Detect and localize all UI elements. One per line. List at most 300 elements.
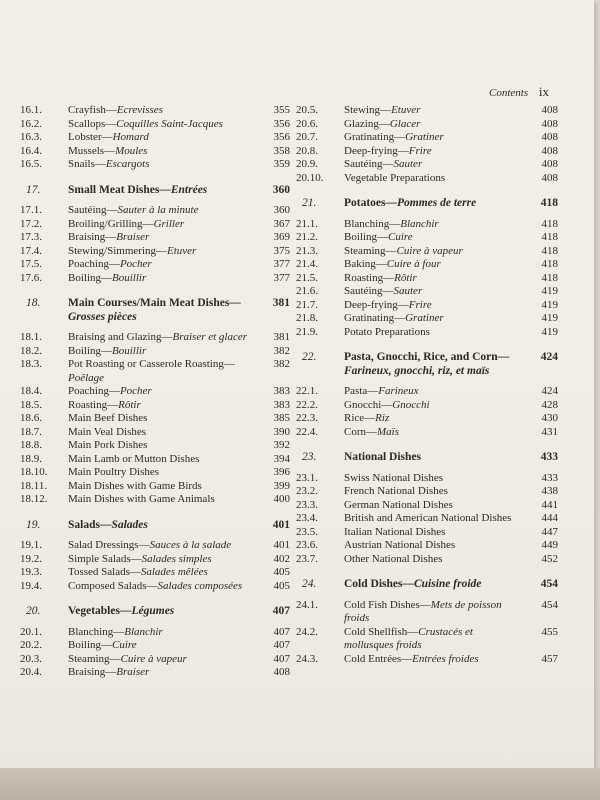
toc-entry-page: 396 <box>273 466 290 478</box>
toc-entry-number: 18.7. <box>20 425 42 438</box>
toc-entry-page: 424 <box>541 385 558 397</box>
toc-entry-french-title: Cuire à vapeur <box>120 652 187 665</box>
toc-entry-page: 419 <box>541 285 558 297</box>
toc-entry-french-title: Cuire <box>388 231 413 243</box>
toc-entry <box>20 204 290 218</box>
table-surface <box>0 768 600 800</box>
toc-entry-page: 399 <box>273 479 290 492</box>
toc-entry-french-title: Braiser et glacer <box>172 331 248 343</box>
toc-entry-title: Broiling/Grilling— <box>68 217 154 230</box>
toc-entry-title: Scallops— <box>68 117 117 130</box>
toc-entry-title: Composed Salads— <box>68 579 158 592</box>
toc-entry-number: 18. <box>26 297 41 309</box>
toc-entry-french-title: Etuver <box>391 104 421 116</box>
toc-chapter-heading <box>20 184 290 198</box>
toc-entry <box>296 131 558 145</box>
toc-entry-title: Steaming— <box>344 244 397 257</box>
toc-entry-number: 19.1. <box>20 539 42 551</box>
toc-entry <box>296 158 558 172</box>
running-header <box>489 84 549 100</box>
toc-entry-page: 408 <box>541 117 558 130</box>
toc-entry <box>20 104 290 118</box>
toc-entry-title: Braising and Glazing— <box>68 331 173 343</box>
toc-entry-page: 407 <box>273 625 290 638</box>
toc-entry-french-title: Pommes de terre <box>397 197 477 209</box>
toc-entry-page: 359 <box>273 158 290 170</box>
toc-entry-page: 401 <box>272 518 290 531</box>
toc-entry-number: 22.3. <box>296 412 318 424</box>
toc-entry-number: 17.6. <box>20 271 42 284</box>
toc-entry-french-title: Frire <box>408 144 432 157</box>
toc-entry-page: 356 <box>273 131 290 143</box>
toc-entry-french-title: Griller <box>153 217 185 230</box>
toc-entry <box>296 412 558 426</box>
toc-entry <box>296 272 558 286</box>
toc-entry-number: 19.4. <box>20 579 42 592</box>
toc-entry-page: 457 <box>541 652 558 665</box>
toc-entry-french-title: Salades mêlées <box>140 566 208 578</box>
toc-entry-title: Main Poultry Dishes <box>68 466 160 478</box>
toc-entry-title: Main Beef Dishes <box>68 412 148 424</box>
toc-entry-french-title: Braiser <box>116 666 150 678</box>
toc-entry-title: Deep-frying— <box>344 144 409 157</box>
toc-entry-page: 377 <box>273 271 290 284</box>
toc-entry-page: 383 <box>273 398 290 411</box>
toc-entry-page: 375 <box>273 244 290 257</box>
toc-entry-number: 23.2. <box>296 485 318 497</box>
toc-entry-number: 22.4. <box>296 425 318 438</box>
toc-entry-number: 21.2. <box>296 231 318 243</box>
toc-entry-title: Boiling— <box>68 344 113 357</box>
toc-entry-page: 454 <box>540 578 558 590</box>
toc-entry <box>20 345 290 359</box>
toc-entry-number: 24.1. <box>296 598 318 611</box>
toc-entry <box>296 485 558 499</box>
toc-entry-page: 407 <box>273 652 290 665</box>
toc-entry-title: Vegetables— <box>68 605 132 617</box>
toc-entry <box>20 653 290 667</box>
toc-entry-title: French National Dishes <box>344 485 448 497</box>
toc-entry-page: 408 <box>273 666 290 678</box>
toc-entry-title: Cold Entrées— <box>344 652 413 665</box>
toc-entry-title: Cold Shellfish— <box>344 625 419 638</box>
toc-entry <box>20 218 290 232</box>
toc-entry-french-title: Moules <box>115 144 148 157</box>
toc-entry-page: 424 <box>540 351 558 363</box>
toc-entry-page: 418 <box>541 231 558 243</box>
toc-entry-title: Cold Dishes— <box>344 578 414 590</box>
toc-entry-number: 20.6. <box>296 117 318 130</box>
toc-entry-number: 18.6. <box>20 412 42 424</box>
toc-entry-number: 17. <box>26 183 41 196</box>
toc-entry <box>20 539 290 553</box>
toc-entry-french-title: Salades composées <box>157 579 243 592</box>
toc-entry-title: Stewing— <box>344 104 392 116</box>
toc-entry <box>296 653 558 667</box>
toc-entry-title: Roasting— <box>68 398 119 411</box>
toc-entry <box>296 172 558 186</box>
toc-entry-page: 360 <box>273 204 290 216</box>
toc-entry-french-title: Frire <box>408 298 432 311</box>
toc-entry-french-title: Gratiner <box>405 131 444 143</box>
toc-entry-title: Roasting— <box>344 271 395 284</box>
toc-entry-title: Lobster— <box>68 131 113 143</box>
toc-entry-page: 400 <box>273 493 290 505</box>
toc-entry <box>296 512 558 526</box>
toc-entry <box>20 466 290 480</box>
toc-entry-number: 20.9. <box>296 158 318 170</box>
toc-entry <box>296 285 558 299</box>
toc-entry <box>20 131 290 145</box>
toc-entry-number: 23.7. <box>296 552 318 565</box>
toc-entry-page: 390 <box>273 425 290 438</box>
toc-entry-french-title: Entrées froides <box>412 652 479 665</box>
toc-entry-french-title: Cuire à four <box>386 258 441 270</box>
toc-entry <box>296 599 558 626</box>
toc-entry-title: Braising— <box>68 231 117 243</box>
toc-entry-page: 407 <box>273 639 290 651</box>
toc-entry-page: 377 <box>273 258 290 270</box>
toc-entry <box>20 553 290 567</box>
toc-entry-number: 19.2. <box>20 552 42 565</box>
toc-entry <box>296 231 558 245</box>
toc-entry <box>20 331 290 345</box>
toc-entry-title: Baking— <box>344 258 387 270</box>
toc-entry-number: 20.7. <box>296 131 318 143</box>
toc-entry <box>20 358 290 385</box>
toc-entry-french-title: Pocher <box>119 385 152 397</box>
toc-entry-number: 16.5. <box>20 158 42 170</box>
toc-entry-french-title: Sauter <box>393 158 423 170</box>
toc-entry-page: 405 <box>273 566 290 578</box>
toc-entry <box>20 639 290 653</box>
toc-entry-french-title: Entrées <box>170 183 208 196</box>
toc-entry <box>296 218 558 232</box>
toc-entry <box>296 104 558 118</box>
toc-entry <box>20 666 290 680</box>
toc-entry-title: Snails— <box>68 158 106 170</box>
toc-entry-title: Sautéing— <box>344 285 394 297</box>
toc-entry-page: 408 <box>541 104 558 116</box>
toc-entry-title: German National Dishes <box>344 498 453 511</box>
toc-entry <box>20 245 290 259</box>
toc-entry-french-title: Gnocchi <box>392 398 430 411</box>
toc-entry-number: 18.12. <box>20 493 48 505</box>
toc-entry <box>20 385 290 399</box>
toc-entry-number: 20.1. <box>20 625 42 638</box>
toc-entry-number: 18.2. <box>20 344 42 357</box>
toc-entry-title: Main Courses/Main Meat Dishes— <box>68 297 241 309</box>
toc-entry-page: 433 <box>541 471 558 484</box>
toc-entry-page: 438 <box>541 485 558 497</box>
toc-entry-title: Potato Preparations <box>344 325 430 338</box>
toc-entry <box>20 439 290 453</box>
toc-entry-french-title: Blanchir <box>400 217 439 230</box>
toc-entry-number: 18.8. <box>20 439 42 451</box>
toc-entry-page: 452 <box>541 552 558 565</box>
toc-entry-number: 23.6. <box>296 539 318 551</box>
toc-entry <box>296 385 558 399</box>
toc-entry-french-title: Crustacés et mollusques froids <box>344 625 473 651</box>
toc-entry-french-title: Riz <box>375 412 390 424</box>
toc-entry-page: 385 <box>273 412 290 424</box>
toc-entry-number: 18.1. <box>20 331 42 343</box>
header-page-number: ix <box>538 84 549 99</box>
toc-chapter-heading <box>296 451 558 465</box>
toc-entry <box>20 145 290 159</box>
toc-entry-page: 394 <box>273 452 290 465</box>
toc-entry-page: 405 <box>273 579 290 592</box>
toc-entry-number: 20.8. <box>296 144 318 157</box>
header-label: Contents <box>489 87 529 99</box>
toc-entry-number: 22. <box>302 351 317 363</box>
toc-entry-title: Pot Roasting or Casserole Roasting— <box>68 358 235 370</box>
toc-entry <box>296 145 558 159</box>
toc-entry-title: Deep-frying— <box>344 298 409 311</box>
toc-entry-title: Main Dishes with Game Birds <box>68 479 202 492</box>
toc-entry-french-title: Sauter à la minute <box>117 204 199 216</box>
toc-entry-french-title: Grosses pièces <box>68 310 137 323</box>
toc-entry-title: Small Meat Dishes— <box>68 183 171 196</box>
toc-entry-number: 18.10. <box>20 466 48 478</box>
toc-entry-number: 21.8. <box>296 312 318 324</box>
toc-entry-number: 20. <box>26 605 41 617</box>
toc-entry-number: 23. <box>302 451 317 463</box>
toc-entry-number: 17.5. <box>20 258 42 270</box>
toc-right-column <box>296 104 558 666</box>
toc-entry-number: 19.3. <box>20 566 42 578</box>
toc-entry <box>296 426 558 440</box>
toc-entry-number: 21.3. <box>296 244 318 257</box>
toc-entry-title: Poaching— <box>68 258 120 270</box>
toc-entry-title: Main Dishes with Game Animals <box>68 493 215 505</box>
toc-entry-page: 402 <box>273 552 290 565</box>
toc-entry-french-title: Cuisine froide <box>413 578 482 590</box>
toc-entry-number: 17.2. <box>20 217 42 230</box>
toc-entry-page: 381 <box>273 331 290 343</box>
toc-entry-french-title: Rôtir <box>118 398 141 411</box>
toc-entry-page: 418 <box>541 271 558 284</box>
toc-entry-french-title: Sauces à la salade <box>149 539 232 551</box>
toc-entry-title: Boiling— <box>344 231 389 243</box>
toc-entry-title: Salads— <box>68 518 112 531</box>
toc-entry-number: 18.4. <box>20 385 42 397</box>
toc-entry <box>20 493 290 507</box>
toc-entry <box>296 399 558 413</box>
toc-entry-french-title: Farineux <box>378 385 419 397</box>
toc-entry-number: 24.2. <box>296 625 318 638</box>
toc-entry-page: 383 <box>273 385 290 397</box>
toc-entry-page: 407 <box>272 605 290 617</box>
toc-entry-french-title: Sauter <box>393 285 423 297</box>
toc-entry-page: 356 <box>273 117 290 130</box>
toc-entry-french-title: Cuire à vapeur <box>396 244 463 257</box>
toc-entry-title: Corn— <box>344 425 377 438</box>
toc-entry-number: 19. <box>26 518 41 531</box>
toc-entry-title: Main Lamb or Mutton Dishes <box>68 452 200 465</box>
toc-entry-number: 20.10. <box>296 171 324 184</box>
toc-entry-title: Pasta— <box>344 385 379 397</box>
toc-entry-number: 23.4. <box>296 512 318 524</box>
toc-chapter-heading <box>296 197 558 211</box>
toc-entry-page: 408 <box>541 158 558 170</box>
toc-entry-number: 20.3. <box>20 652 42 665</box>
toc-entry-title: Boiling— <box>68 271 113 284</box>
toc-entry <box>20 272 290 286</box>
toc-entry-number: 22.1. <box>296 385 318 397</box>
toc-entry-title: Italian National Dishes <box>344 525 446 538</box>
toc-entry-title: Main Pork Dishes <box>68 439 148 451</box>
toc-entry-french-title: Pocher <box>119 258 152 270</box>
toc-entry-title: Boiling— <box>68 639 113 651</box>
toc-entry-number: 16.1. <box>20 104 42 116</box>
toc-entry-page: 418 <box>541 244 558 257</box>
toc-entry-title: Gnocchi— <box>344 398 393 411</box>
toc-entry-page: 444 <box>541 512 558 524</box>
toc-entry <box>20 480 290 494</box>
toc-entry-title: Blanching— <box>68 625 125 638</box>
toc-entry-title: British and American National Dishes <box>344 512 512 524</box>
toc-entry-page: 382 <box>273 344 290 357</box>
toc-left-column <box>20 104 290 680</box>
toc-entry <box>20 453 290 467</box>
toc-entry-title: Vegetable Preparations <box>344 171 446 184</box>
toc-entry-page: 449 <box>541 539 558 551</box>
toc-entry-page: 367 <box>273 217 290 230</box>
toc-entry-number: 21.5. <box>296 271 318 284</box>
toc-entry-title: Poaching— <box>68 385 120 397</box>
toc-entry-french-title: Salades simples <box>141 552 212 565</box>
toc-entry-page: 419 <box>541 298 558 311</box>
toc-entry-page: 401 <box>273 539 290 551</box>
toc-entry-title: Mussels— <box>68 144 116 157</box>
toc-entry <box>20 231 290 245</box>
toc-entry <box>296 312 558 326</box>
toc-entry <box>20 399 290 413</box>
toc-entry-french-title: Braiser <box>116 231 150 243</box>
toc-entry-number: 23.1. <box>296 471 318 484</box>
toc-entry <box>296 526 558 540</box>
toc-entry-french-title: Salades <box>111 518 148 531</box>
toc-entry-page: 428 <box>541 398 558 411</box>
toc-entry-title: Swiss National Dishes <box>344 471 443 484</box>
toc-entry-french-title: Bouillir <box>112 271 147 284</box>
toc-entry-title: Gratinating— <box>344 131 406 143</box>
toc-entry-title: Sautéing— <box>344 158 394 170</box>
toc-entry-page: 419 <box>541 312 558 324</box>
toc-entry-number: 24. <box>302 578 317 590</box>
toc-entry-french-title: Poêlage <box>68 371 105 384</box>
toc-entry-number: 18.3. <box>20 358 42 370</box>
toc-entry-number: 18.9. <box>20 452 42 465</box>
toc-entry-title: Glazing— <box>344 117 390 130</box>
toc-entry <box>20 118 290 132</box>
toc-entry-french-title: Ecrevisses <box>116 104 163 116</box>
toc-entry-page: 408 <box>541 131 558 143</box>
toc-entry-page: 447 <box>541 525 558 538</box>
toc-entry-page: 430 <box>541 412 558 424</box>
toc-entry-number: 21.1. <box>296 217 318 230</box>
toc-entry-title: Other National Dishes <box>344 552 443 565</box>
toc-entry-number: 23.5. <box>296 525 318 538</box>
toc-entry-french-title: Rôtir <box>394 271 417 284</box>
toc-entry-page: 418 <box>541 258 558 270</box>
toc-entry <box>20 158 290 172</box>
toc-entry <box>20 626 290 640</box>
toc-entry-page: 431 <box>541 425 558 438</box>
toc-entry-number: 16.3. <box>20 131 42 143</box>
toc-entry <box>296 472 558 486</box>
toc-chapter-heading <box>20 519 290 533</box>
toc-entry-title: Braising— <box>68 666 117 678</box>
toc-entry <box>296 245 558 259</box>
toc-entry <box>296 326 558 340</box>
toc-entry-title: Blanching— <box>344 217 401 230</box>
toc-entry-number: 23.3. <box>296 498 318 511</box>
toc-entry-french-title: Etuver <box>167 244 197 257</box>
toc-entry-title: Crayfish— <box>68 104 117 116</box>
toc-entry-french-title: Gratiner <box>405 312 444 324</box>
toc-chapter-heading <box>296 578 558 592</box>
toc-entry <box>296 499 558 513</box>
toc-entry-title: Main Veal Dishes <box>68 425 147 438</box>
toc-entry-page: 419 <box>541 325 558 338</box>
toc-entry-title: Potatoes— <box>344 197 398 209</box>
toc-entry <box>20 426 290 440</box>
toc-entry-title: Steaming— <box>68 652 121 665</box>
toc-entry-page: 382 <box>273 358 290 370</box>
toc-entry-french-title: Mets de poisson froids <box>344 598 502 624</box>
toc-entry <box>20 412 290 426</box>
toc-entry-title: Cold Fish Dishes— <box>344 598 431 611</box>
toc-entry-number: 21.6. <box>296 285 318 297</box>
toc-entry-french-title: Escargots <box>105 158 150 170</box>
toc-entry-title: Tossed Salads— <box>68 566 141 578</box>
toc-entry-number: 17.3. <box>20 231 42 243</box>
toc-entry-french-title: Bouillir <box>112 344 147 357</box>
toc-chapter-heading <box>296 351 558 378</box>
toc-entry-number: 18.5. <box>20 398 42 411</box>
toc-entry-page: 355 <box>273 104 290 116</box>
toc-entry-number: 22.2. <box>296 398 318 411</box>
toc-entry-french-title: Homard <box>112 131 149 143</box>
toc-entry <box>20 566 290 580</box>
toc-entry-page: 358 <box>273 144 290 157</box>
toc-entry-title: National Dishes <box>344 451 421 463</box>
toc-entry-page: 418 <box>540 197 558 209</box>
toc-entry-title: Simple Salads— <box>68 552 142 565</box>
toc-entry-number: 20.2. <box>20 639 42 651</box>
toc-entry-number: 21. <box>302 197 317 209</box>
toc-entry-french-title: Blanchir <box>124 625 163 638</box>
toc-entry-title: Pasta, Gnocchi, Rice, and Corn— <box>344 351 510 363</box>
toc-entry-number: 17.1. <box>20 204 42 216</box>
toc-entry-number: 21.4. <box>296 258 318 270</box>
toc-entry <box>296 118 558 132</box>
toc-entry-french-title: Coquilles Saint-Jacques <box>116 117 223 130</box>
toc-entry-title: Sautéing— <box>68 204 118 216</box>
toc-chapter-heading <box>20 297 290 324</box>
toc-entry-number: 21.9. <box>296 325 318 338</box>
toc-entry-title: Rice— <box>344 412 376 424</box>
toc-entry <box>296 299 558 313</box>
toc-entry-title: Austrian National Dishes <box>344 539 456 551</box>
toc-entry-page: 369 <box>273 231 290 243</box>
toc-entry-title: Stewing/Simmering— <box>68 244 167 257</box>
toc-entry-page: 454 <box>541 598 558 611</box>
toc-entry-french-title: Maïs <box>377 425 399 438</box>
toc-entry <box>20 258 290 272</box>
